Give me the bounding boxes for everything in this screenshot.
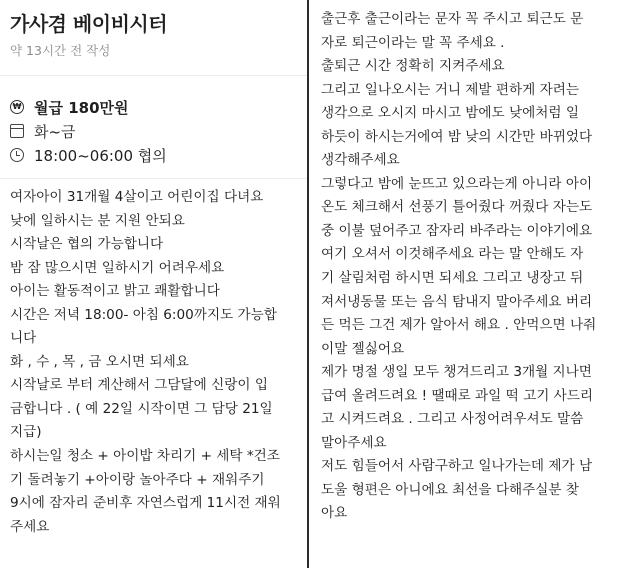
description-line: 여자아이 31개월 4살이고 어린이집 다녀요 [10, 189, 264, 205]
description-line: 생각해주세요 [321, 152, 400, 169]
divider-line [0, 75, 307, 76]
description-right [321, 8, 626, 526]
description-line: 저도 힘들어서 사람구하고 일나가는데 제가 남 [321, 458, 593, 475]
days-row [10, 120, 76, 142]
panel-divider [307, 0, 309, 568]
divider-line [0, 178, 307, 179]
description-line: 기 살림처럼 하시면 되세요 그리고 냉장고 뒤 [321, 270, 584, 287]
description-line: 생각으로 오시지 마시고 밤에도 낮에처럼 일 [321, 105, 579, 122]
description-line: 하시는일 청소 + 아이밥 차리기 + 세탁 *건조 [10, 448, 280, 465]
won-icon: ₩ [10, 100, 24, 114]
hours-row [10, 144, 167, 166]
description-line: 금합니다 . ( 예 22일 시작이면 그 담당 21일 [10, 400, 273, 417]
description-line: 여기 오셔서 이것해주세요 라는 말 안해도 자 [321, 246, 584, 263]
description-line: 져서냉동물 또는 음식 탐내지 말아주세요 버리 [321, 293, 593, 310]
description-line: 급여 올려드려요 ! 땔때로 과일 떡 고기 사드리 [321, 387, 594, 404]
description-left [10, 186, 305, 539]
right-panel [311, 0, 628, 568]
description-line: 아이는 활동적이고 밝고 쾌활합니다 [10, 283, 220, 300]
description-line: 낮에 일하시는 분 지원 안되요 [10, 212, 185, 229]
description-line: 출퇴근 시간 정확히 지켜주세요 [321, 58, 505, 75]
posted-time: 약 13시간 전 작성 [10, 43, 111, 58]
description-line: 든 먹든 그건 제가 알아서 해요 . 안먹으면 나줘 [321, 317, 597, 334]
description-line: 시작날은 협의 가능합니다 [10, 236, 164, 253]
description-line: 밤 잠 많으시면 일하시기 어려우세요 [10, 259, 225, 276]
description-line: 중 이불 덮어주고 잠자리 바주라는 이야기에요 [321, 222, 593, 239]
description-line: 자로 퇴근이라는 말 꼭 주세요 . [321, 34, 505, 51]
hours-text: 18:00~06:00 협의 [34, 146, 167, 165]
clock-icon [10, 148, 24, 162]
days-text: 화~금 [34, 122, 76, 141]
description-line: 기 돌려놓기 +아이랑 놀아주다 + 재워주기 [10, 471, 265, 488]
calendar-icon [10, 124, 24, 138]
description-line: 시간은 저녁 18:00- 아침 6:00까지도 가능합 [10, 306, 277, 323]
description-line: 제가 명절 생일 모두 챙겨드리고 3개월 지나면 [321, 364, 592, 381]
description-line: 출근후 출근이라는 문자 꼭 주시고 퇴근도 문 [321, 11, 584, 27]
description-line: 그리고 일나오시는 거니 제발 편하게 자려는 [321, 81, 579, 98]
description-line: 하듯이 하시는거에여 밤 낮의 시간만 바뀌었다 [321, 128, 593, 145]
description-line: 아요 [321, 505, 348, 522]
wage-row [10, 96, 129, 118]
description-line: 9시에 잠자리 준비후 자연스럽게 11시전 재워 [10, 495, 281, 512]
description-line: 주세요 [10, 518, 50, 535]
description-line: 말아주세요 [321, 434, 387, 451]
job-title: 가사겸 베이비시터 [10, 12, 168, 36]
description-line: 도울 형편은 아니에요 최선을 다해주실분 찾 [321, 481, 579, 498]
description-line: 온도 체크해서 선풍기 틀어줬다 꺼줬다 자는도 [321, 199, 593, 216]
description-line: 니다 [10, 330, 37, 347]
description-line: 그렇다고 밤에 눈뜨고 있으라는게 아니라 아이 [321, 175, 593, 192]
description-line: 이말 젤싫어요 [321, 340, 405, 357]
description-line: 고 시켜드려요 . 그리고 사정어려우셔도 말씀 [321, 411, 584, 428]
wage-text: 월급 180만원 [34, 98, 129, 117]
left-panel [0, 0, 307, 568]
description-line: 지급) [10, 424, 42, 441]
description-line: 시작날로 부터 계산해서 그담달에 신랑이 입 [10, 377, 268, 394]
description-line: 화 , 수 , 목 , 금 오시면 되세요 [10, 353, 189, 370]
